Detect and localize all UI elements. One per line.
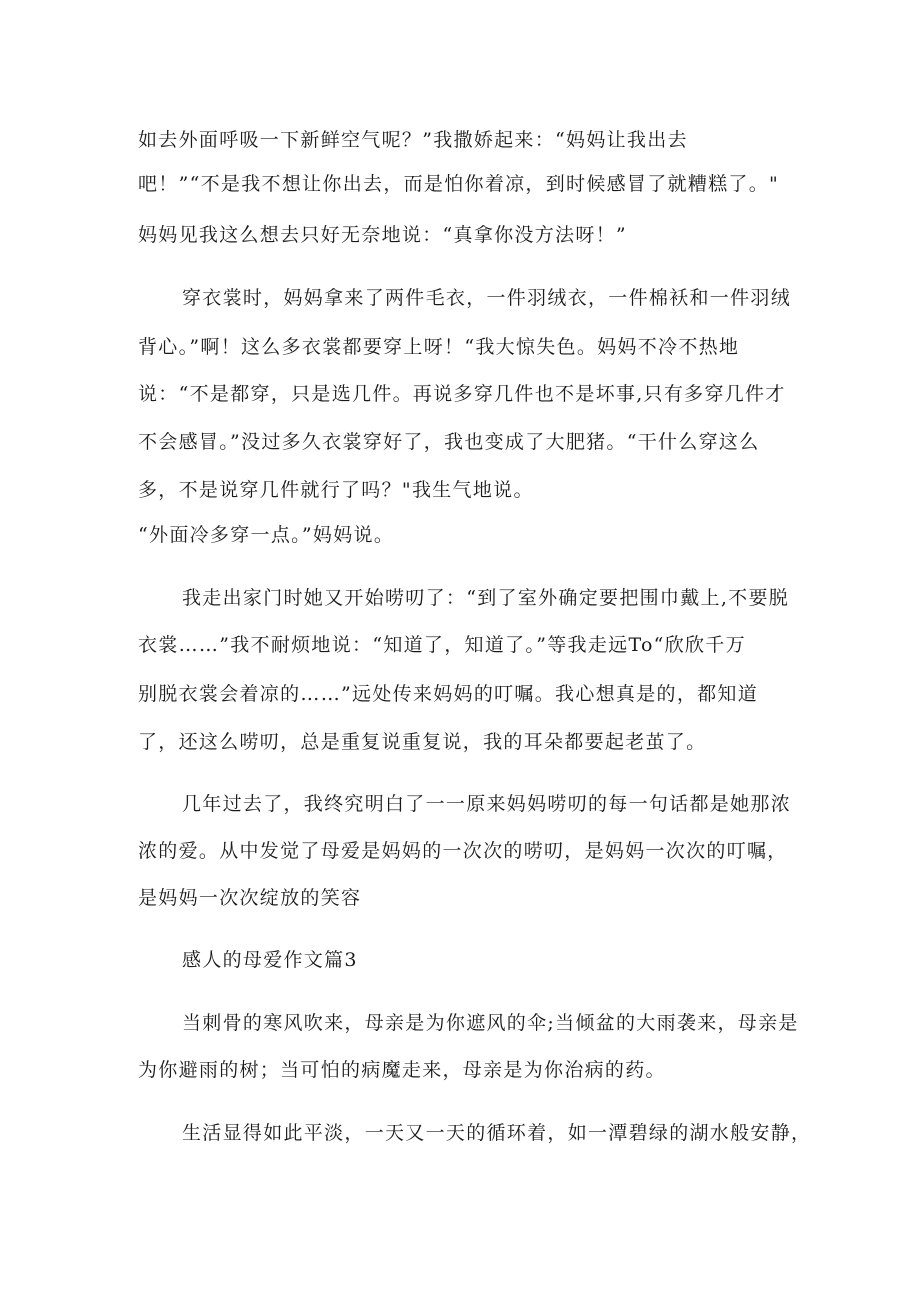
text-line: 了，还这么唠叨，总是重复说重复说，我的耳朵都要起老茧了。 (138, 731, 707, 753)
text-line: 是妈妈一次次绽放的笑容 (138, 887, 362, 909)
text-line: 不会感冒。”没过多久衣裳穿好了，我也变成了大肥猪。“干什么穿这么 (138, 431, 760, 453)
text-line: 生活显得如此平淡，一天又一天的循环着，如一潭碧绿的湖水般安静， (182, 1122, 812, 1144)
text-line: 妈妈见我这么想去只好无奈地说：“真拿你没方法呀！” (138, 224, 627, 246)
text-line: 多，不是说穿几件就行了吗？"我生气地说。 (138, 479, 534, 501)
text-line: 当刺骨的寒风吹来，母亲是为你遮风的伞;当倾盆的大雨袭来，母亲是 (182, 1012, 799, 1034)
text-line: 几年过去了，我终究明白了一一原来妈妈唠叨的每一句话都是她那浓 (182, 793, 792, 815)
text-line: 说：“不是都穿，只是选几件。再说多穿几件也不是坏事,只有多穿几件才 (138, 383, 786, 405)
text-line: 为你避雨的树；当可怕的病魔走来，母亲是为你治病的药。 (138, 1059, 666, 1081)
section-heading: 感人的母爱作文篇3 (182, 949, 358, 971)
text-line: 穿衣裳时，妈妈拿来了两件毛衣，一件羽绒衣，一件棉袄和一件羽绒 (182, 287, 792, 309)
text-line: 如去外面呼吸一下新鲜空气呢？”我撒娇起来：“妈妈让我出去 (138, 129, 688, 151)
text-line: 背心。”啊！这么多衣裳都要穿上呀！“我大惊失色。妈妈不冷不热地 (138, 336, 740, 358)
text-line: “外面冷多穿一点。”妈妈说。 (138, 524, 395, 546)
text-line: 我走出家门时她又开始唠叨了：“到了室外确定要把围巾戴上,不要脱 (182, 587, 790, 609)
text-line: 别脱衣裳会着凉的……”远处传来妈妈的叮嘱。我心想真是的，都知道 (138, 683, 759, 705)
text-line: 吧！”“不是我不想让你出去，而是怕你着凉，到时候感冒了就糟糕了。" (138, 173, 780, 195)
text-line: 浓的爱。从中发觉了母爱是妈妈的一次次的唠叨，是妈妈一次次的叮嘱， (138, 840, 788, 862)
text-line: 衣裳……”我不耐烦地说：“知道了，知道了。”等我走远To“欣欣千万 (138, 634, 746, 656)
